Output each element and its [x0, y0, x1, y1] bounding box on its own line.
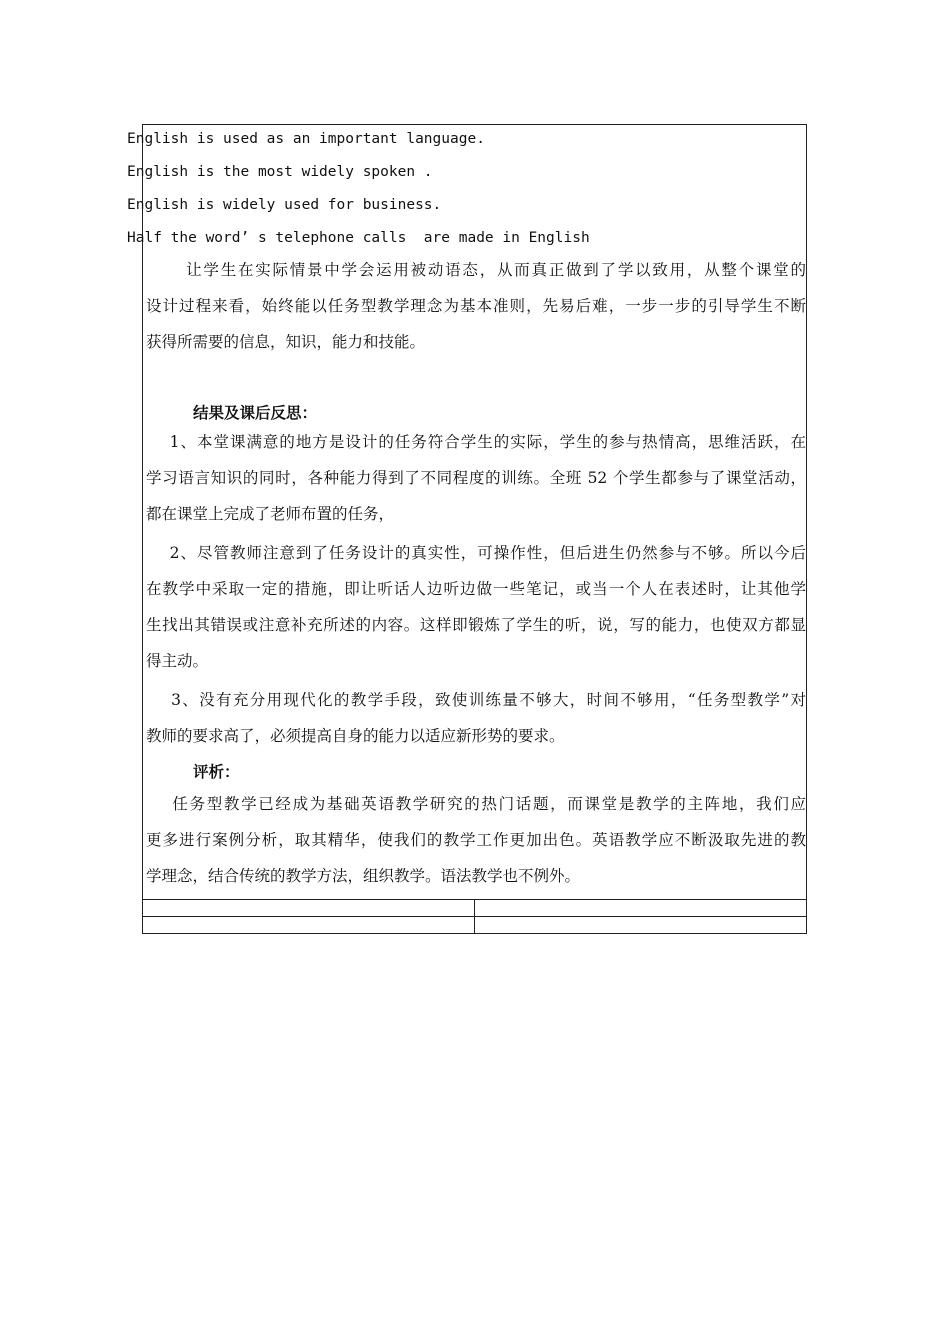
text-line: 得主动。	[146, 652, 209, 670]
text-line: 都在课堂上完成了老师布置的任务，	[146, 505, 395, 523]
text-line: 更多进行案例分析，取其精华，使我们的教学工作更加出色。英语教学应不断汲取先进的教	[146, 831, 806, 849]
reflection-paragraph-1	[146, 424, 806, 532]
english-example-line: English is used as an important language.	[127, 131, 485, 147]
text-line: 让学生在实际情景中学会运用被动语态，从而真正做到了学以致用，从整个课堂的	[146, 261, 806, 279]
intro-paragraph	[146, 252, 806, 360]
english-example-line: English is the most widely spoken .	[127, 164, 433, 180]
text-line: 学习语言知识的同时，各种能力得到了不同程度的训练。全班 52 个学生都参与了课堂活动，	[146, 469, 806, 487]
comment-heading: 评析：	[193, 762, 240, 781]
text-line: 生找出其错误或注意补充所述的内容。这样即锻炼了学生的听，说，写的能力，也使双方都显	[146, 616, 806, 634]
text-line: 教师的要求高了，必须提高自身的能力以适应新形势的要求。	[146, 727, 565, 745]
text-line: 任务型教学已经成为基础英语教学研究的热门话题，而课堂是教学的主阵地，我们应	[146, 795, 806, 813]
english-example-line: English is widely used for business.	[127, 197, 442, 213]
reflection-paragraph-3	[146, 682, 806, 754]
table-column-divider	[474, 899, 475, 934]
results-heading: 结果及课后反思：	[193, 403, 318, 422]
text-line: 1、本堂课满意的地方是设计的任务符合学生的实际，学生的参与热情高，思维活跃，在	[146, 433, 806, 451]
reflection-paragraph-2	[146, 535, 806, 679]
text-line: 3、没有充分用现代化的教学手段，致使训练量不够大，时间不够用，“任务型教学”对	[146, 691, 806, 709]
text-line: 2、尽管教师注意到了任务设计的真实性，可操作性，但后进生仍然参与不够。所以今后	[146, 544, 806, 562]
text-line: 在教学中采取一定的措施，即让听话人边听边做一些笔记，或当一个人在表述时，让其他学	[146, 580, 806, 598]
english-example-line: Half the word’ s telephone calls are made in English	[127, 230, 590, 246]
comment-paragraph	[146, 786, 806, 894]
text-line: 获得所需要的信息，知识，能力和技能。	[146, 333, 426, 351]
text-line: 设计过程来看，始终能以任务型教学理念为基本准则，先易后难，一步一步的引导学生不断	[146, 297, 806, 315]
text-line: 学理念，结合传统的教学方法，组织教学。语法教学也不例外。	[146, 867, 581, 885]
